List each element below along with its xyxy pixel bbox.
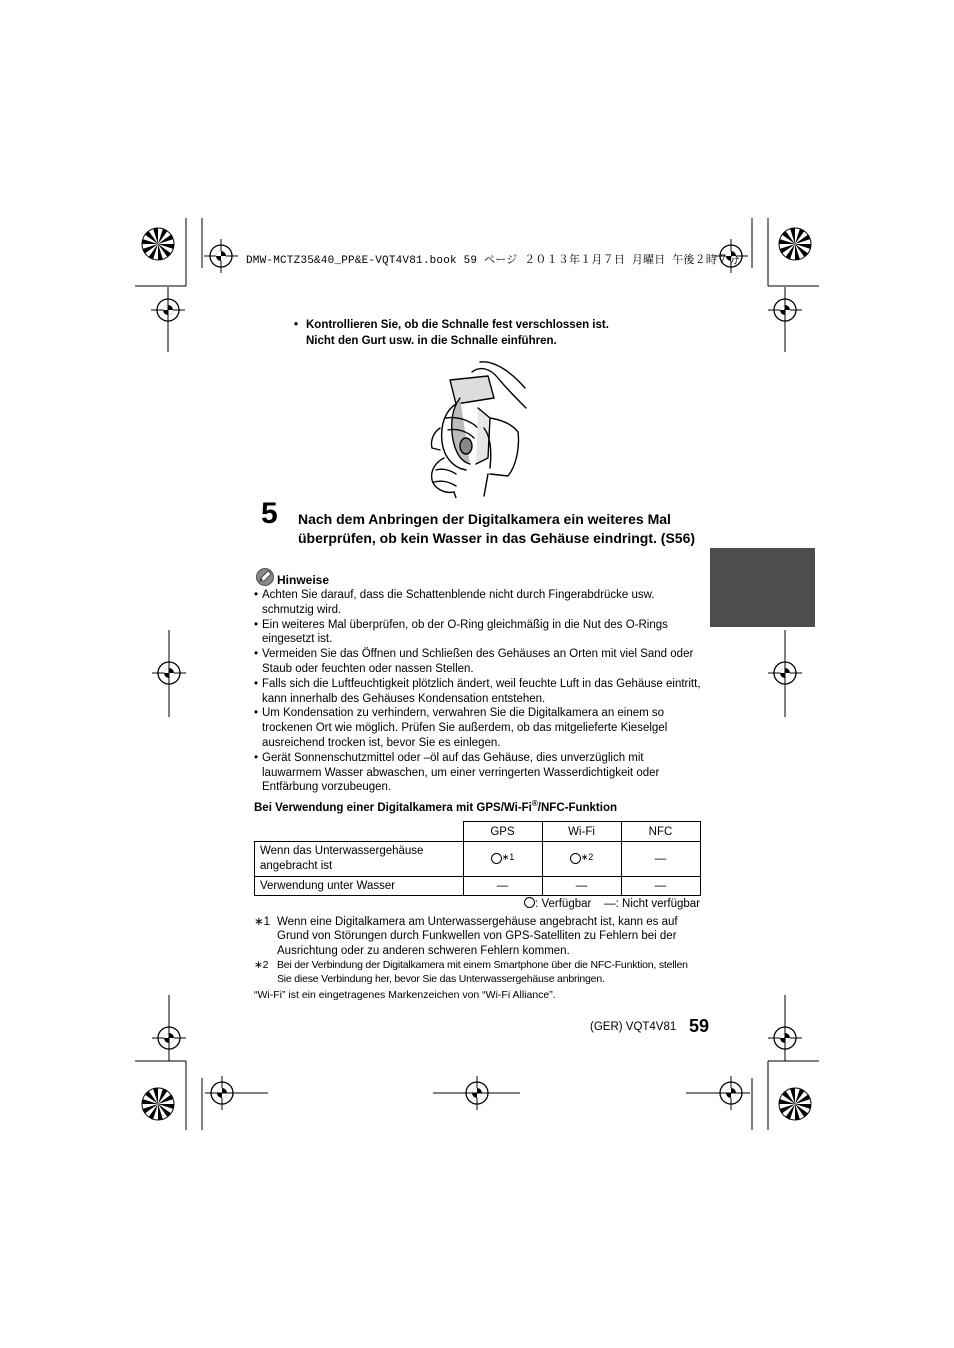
cell-wifi: — [542, 877, 621, 896]
intro-bullet-text [294, 318, 609, 349]
available-circle-icon [570, 853, 581, 864]
footnote-text: Bei der Verbindung der Digitalkamera mit einem Smartphone über die NFC-Funktion, stellen Sie diese Verbindung her, bevor Sie das Unterwassergehäuse anbringen. [277, 959, 688, 985]
header-wifi: Wi-Fi [542, 822, 621, 842]
notes-title: Hinweise [277, 573, 330, 587]
housing-buckle-illustration [420, 358, 535, 498]
note-item: • Ein weiteres Mal überprüfen, ob der O-Ring gleichmäßig in die Nut des O-Rings eingesetzt ist. [254, 618, 704, 648]
chapter-tab [710, 548, 815, 627]
table-row [255, 842, 701, 877]
header-gps: GPS [463, 822, 542, 842]
note-item: • Gerät Sonnenschutzmittel oder –öl auf das Gehäuse, dies unverzüglich mit lauwarmem Wasser abwaschen, um einer verringerten Wasserdichtigkeit oder Entfärbung vorzubeugen. [254, 751, 704, 795]
table-legend [500, 897, 700, 910]
intro-line-1: Kontrollieren Sie, ob die Schnalle fest verschlossen ist. [306, 319, 609, 331]
page-number: 59 [689, 1016, 710, 1036]
feature-availability-table [254, 821, 701, 896]
footer-model-code: (GER) VQT4V81 [590, 1021, 677, 1033]
footnote-1 [254, 915, 702, 958]
footnote-mark: ∗1 [254, 916, 271, 928]
cell-gps: — [463, 877, 542, 896]
note-item: • Vermeiden Sie das Öffnen und Schließen des Gehäuses an Orten mit viel Sand oder Staub oder feuchten oder nassen Stellen. [254, 647, 704, 677]
header-nfc: NFC [621, 822, 700, 842]
intro-line-2: Nicht den Gurt usw. in die Schnalle einführen. [306, 334, 557, 347]
step-number: 5 [261, 497, 278, 530]
note-item: • Falls sich die Luftfeuchtigkeit plötzlich ändert, weil feuchte Luft in das Gehäuse eintritt, kann innerhalb des Gehäuses Kondensation entstehen. [254, 677, 704, 707]
cell-wifi-available [542, 842, 621, 877]
section-title-suffix: /NFC-Funktion [537, 801, 617, 814]
notes-pencil-icon [256, 568, 274, 586]
table-header-row [255, 822, 701, 842]
note-item: • Um Kondensation zu verhindern, verwahren Sie die Digitalkamera an einem so trockenen Ort wie möglich. Prüfen Sie außerdem, ob das mitgelieferte Kieselgel ausreichend trocken ist, bevor Sie es einlegen. [254, 706, 704, 750]
cell-nfc: — [621, 842, 700, 877]
registered-mark: ® [531, 799, 538, 808]
table-row [255, 877, 701, 896]
legend-available: : Verfügbar [535, 898, 592, 910]
footnote-2 [254, 958, 702, 986]
legend-not-available: —: Nicht verfügbar [604, 898, 700, 910]
footnote-mark: ∗2 [254, 959, 269, 971]
table-corner [255, 822, 464, 842]
cell-nfc: — [621, 877, 700, 896]
cell-gps-available [463, 842, 542, 877]
bullet: • [294, 319, 299, 331]
available-circle-icon [491, 853, 502, 864]
note-item: • Achten Sie darauf, dass die Schattenblende nicht durch Fingerabdrücke usw. schmutzig wird. [254, 588, 704, 618]
step-instruction: Nach dem Anbringen der Digitalkamera ein weiteres Mal überprüfen, ob kein Wasser in das Gehäuse eindringt. (S56) [298, 511, 696, 546]
notes-list [254, 588, 704, 795]
trademark-note: “Wi-Fi” ist ein eingetragenes Markenzeichen von “Wi-Fi Alliance”. [254, 989, 556, 1001]
row-label: Verwendung unter Wasser [255, 877, 464, 896]
row-label: Wenn das Unterwassergehäuse angebracht ist [255, 842, 464, 877]
available-circle-icon [524, 897, 535, 908]
footnote-ref: ∗1 [501, 852, 515, 862]
section-title-text: Bei Verwendung einer Digitalkamera mit GPS/Wi-Fi [254, 801, 532, 814]
section-title [254, 799, 617, 814]
print-header: DMW-MCTZ35&40_PP&E-VQT4V81.book 59 ページ ２０１３年１月７日 月曜日 午後２時７分 [246, 255, 740, 267]
footnote-ref: ∗2 [580, 852, 594, 862]
footnote-text: Wenn eine Digitalkamera am Unterwassergehäuse angebracht ist, kann es auf Grund von Störungen durch Funkwellen von GPS-Satelliten zu Fehlern bei der Ausrichtung oder zu anderen schweren Fehlern kommen. [277, 916, 678, 957]
